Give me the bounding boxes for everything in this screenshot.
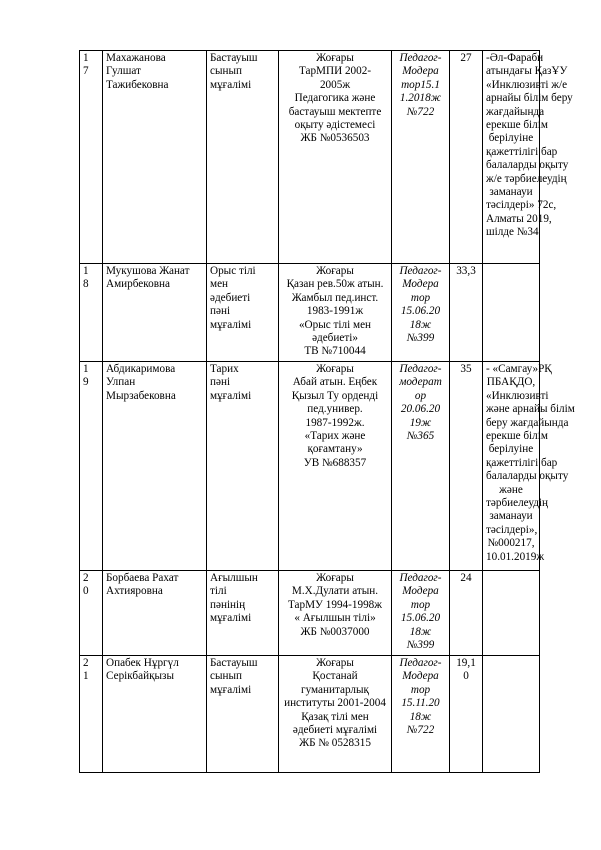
cell-line: 2005ж — [319, 78, 351, 91]
cell-line: Жамбыл пед.инст. — [291, 291, 379, 304]
cell-line: Қостанай — [312, 670, 358, 683]
cell-line: пәнінің — [210, 598, 246, 611]
cell-line: «Инклюзивті ж/е — [486, 78, 568, 91]
category-cell — [392, 571, 450, 656]
cell-line: «Инклюзивті — [486, 389, 549, 402]
position-cell — [207, 571, 279, 656]
cell-line: Педагог- — [399, 363, 442, 375]
cell-line: ТВ №710044 — [304, 345, 366, 358]
cell-line: институты 2001-2004 — [284, 697, 386, 710]
cell-line: пәні — [210, 376, 231, 389]
row-number-cell — [80, 51, 103, 264]
cell-line: 35 — [460, 363, 472, 375]
cell-line: Қазан рев.50ж атын. — [286, 278, 384, 291]
table-row — [80, 571, 540, 656]
teacher-name-cell — [103, 362, 207, 571]
position-cell — [207, 362, 279, 571]
cell-line: Жоғары — [316, 572, 354, 584]
cell-line: тор — [410, 598, 431, 611]
cell-line: Педагог- — [399, 657, 442, 669]
cell-line: УВ №688357 — [303, 456, 367, 469]
cell-line: 19ж — [409, 416, 432, 429]
cell-line: 2 — [83, 572, 89, 584]
cell-line: 2 — [83, 657, 89, 669]
table-row — [80, 264, 540, 362]
position-cell — [207, 264, 279, 362]
courses-cell — [483, 264, 540, 362]
cell-line: Қызыл Ту орденді — [291, 389, 379, 402]
cell-line: Педагог- — [399, 52, 442, 64]
cell-line: балаларды оқыту — [486, 159, 569, 172]
cell-line: ЖБ № 0528315 — [299, 737, 371, 750]
cell-line: 1 — [83, 363, 89, 375]
cell-line: гуманитарлық — [301, 683, 369, 696]
cell-line: тәсілдері» 72с, — [486, 199, 557, 212]
cell-line: ЖБ №0037000 — [300, 625, 370, 638]
cell-line: 1 — [83, 52, 89, 64]
cell-line: №722 — [406, 724, 435, 737]
cell-line: 15.06.20 — [400, 612, 441, 625]
cell-line: арнайы білім беру — [486, 92, 573, 105]
staff-table — [79, 50, 575, 773]
cell-line: бастауыш мектепте — [288, 105, 382, 118]
cell-line: пәні — [210, 305, 231, 318]
cell-line: қажеттілігі бар — [486, 456, 558, 469]
cell-line: 0 — [83, 585, 89, 598]
position-cell — [207, 656, 279, 773]
row-number-cell — [80, 571, 103, 656]
cell-line: Опабек Нұргүл — [106, 657, 179, 669]
cell-line: 1 — [83, 265, 89, 277]
category-cell — [392, 362, 450, 571]
cell-line: Абай атын. Еңбек — [292, 376, 378, 389]
cell-line: Гулшат — [106, 65, 141, 78]
cell-line: модерат — [399, 376, 442, 389]
experience-cell — [450, 362, 483, 571]
cell-line: 18ж — [409, 625, 432, 638]
cell-line: әдебиеті — [210, 291, 251, 304]
cell-line: Модера — [402, 670, 439, 683]
cell-line: Мукушова Жанат — [106, 265, 190, 277]
cell-line: және арнайы білім — [486, 403, 575, 416]
cell-line: Ағылшын — [210, 572, 258, 584]
cell-line: жағдайында — [486, 105, 545, 118]
cell-line: тор — [410, 683, 431, 696]
cell-line: қоғамтану» — [307, 443, 363, 456]
cell-line: Тарих — [210, 363, 239, 375]
cell-line: мұғалімі — [210, 389, 252, 402]
cell-line: сынып — [210, 65, 242, 78]
cell-line: 1.2018ж — [399, 92, 442, 105]
cell-line: Модера — [402, 278, 439, 291]
cell-line: 1 — [83, 670, 89, 683]
cell-line: ерекше білім — [486, 430, 548, 443]
cell-line: ТарМПИ 2002- — [298, 65, 372, 78]
row-number-cell — [80, 264, 103, 362]
cell-line: ерекше білім — [486, 119, 548, 132]
cell-line: 1987-1992ж. — [305, 416, 365, 429]
category-cell — [392, 51, 450, 264]
cell-line: тәсілдері», — [486, 523, 538, 536]
cell-line: №399 — [406, 332, 435, 345]
experience-cell — [450, 264, 483, 362]
cell-line: әдебиеті мұғалімі — [292, 724, 378, 737]
cell-line: Қазақ тілі мен — [301, 710, 369, 723]
cell-line: Тажибековна — [106, 78, 169, 91]
cell-line: -Әл-Фараби — [486, 52, 544, 64]
cell-line: Бастауыш — [210, 657, 258, 669]
cell-line: ор — [414, 389, 427, 402]
cell-line: 15.06.20 — [400, 305, 441, 318]
cell-line: Улпан — [106, 376, 136, 389]
cell-line: ЖБ №0536503 — [300, 132, 370, 145]
education-cell — [279, 362, 392, 571]
experience-cell — [450, 51, 483, 264]
cell-line: Алматы 2019, — [486, 212, 552, 225]
cell-line: балаларды оқыту — [486, 470, 569, 483]
cell-line: мұғалімі — [210, 612, 252, 625]
cell-line: шілде №34 — [486, 226, 539, 239]
cell-line: Жоғары — [316, 52, 354, 64]
teacher-name-cell — [103, 656, 207, 773]
cell-line: №722 — [406, 105, 435, 118]
cell-line: заманауи — [489, 186, 533, 199]
cell-line: 1983-1991ж — [306, 305, 364, 318]
position-cell — [207, 51, 279, 264]
cell-line: берілуіне — [488, 443, 534, 456]
cell-line: №365 — [406, 430, 435, 443]
courses-cell — [483, 51, 573, 264]
cell-line: әдебиеті» — [312, 332, 358, 345]
cell-line: тор — [410, 291, 431, 304]
cell-line: 18ж — [409, 318, 432, 331]
cell-line: Мырзабековна — [106, 389, 176, 402]
cell-line: 9 — [83, 376, 89, 389]
cell-line: және — [499, 483, 523, 496]
cell-line: Орыс тілі — [210, 265, 256, 277]
cell-line: Педагог- — [399, 572, 442, 584]
table-row — [80, 656, 540, 773]
education-cell — [279, 51, 392, 264]
cell-line: мен — [210, 278, 229, 291]
cell-line: Педагог- — [399, 265, 442, 277]
cell-line: берілуіне — [488, 132, 534, 145]
cell-line: мұғалімі — [210, 683, 252, 696]
cell-line: қажеттілігі бар — [486, 145, 558, 158]
cell-line: сынып — [210, 670, 242, 683]
cell-line: ТарМУ 1994-1998ж — [288, 598, 382, 611]
row-number-cell — [80, 656, 103, 773]
cell-line: Ахтияровна — [106, 585, 163, 598]
cell-line: Жоғары — [316, 265, 354, 277]
education-cell — [279, 571, 392, 656]
cell-line: ж/е тәрбиелеудің — [486, 172, 567, 185]
cell-line: 15.11.20 — [401, 697, 440, 710]
cell-line: Абдикаримова — [106, 363, 176, 375]
staff-table-body — [80, 51, 575, 773]
courses-cell — [483, 362, 575, 571]
cell-line: Модера — [402, 65, 439, 78]
courses-cell — [483, 571, 540, 656]
cell-line: Махажанова — [106, 52, 166, 64]
cell-line: заманауи — [489, 510, 533, 523]
category-cell — [392, 656, 450, 773]
table-row — [80, 51, 540, 264]
cell-line: №000217, — [487, 537, 535, 550]
cell-line: 19,1 — [456, 657, 476, 669]
cell-line: беру жағдайында — [486, 416, 569, 429]
cell-line: ПБАҚДО, — [486, 376, 536, 389]
cell-line: 10.01.2019ж — [486, 550, 545, 563]
experience-cell — [450, 656, 483, 773]
cell-line: Модера — [402, 585, 439, 598]
cell-line: 20.06.20 — [400, 403, 441, 416]
cell-line: « Ағылшын тілі» — [294, 612, 376, 625]
courses-cell — [483, 656, 540, 773]
cell-line: «Тарих және — [304, 430, 366, 443]
category-cell — [392, 264, 450, 362]
education-cell — [279, 656, 392, 773]
row-number-cell — [80, 362, 103, 571]
teacher-name-cell — [103, 264, 207, 362]
cell-line: тілі — [210, 585, 227, 598]
cell-line: Амирбековна — [106, 278, 170, 291]
cell-line: тәрбиелеудің — [486, 497, 549, 510]
cell-line: Бастауыш — [210, 52, 258, 64]
cell-line: пед.универ. — [307, 403, 363, 416]
cell-line: оқыту әдістемесі — [294, 119, 376, 132]
cell-line: 0 — [463, 670, 469, 683]
cell-line: - «Самгау»РҚ — [486, 363, 552, 375]
cell-line: М.Х.Дулати атын. — [291, 585, 379, 598]
cell-line: тор15.1 — [401, 78, 440, 91]
cell-line: 7 — [83, 65, 89, 78]
cell-line: мұғалімі — [210, 78, 252, 91]
teacher-name-cell — [103, 51, 207, 264]
cell-line: 33,3 — [456, 265, 476, 277]
cell-line: «Орыс тілі мен — [298, 318, 372, 331]
cell-line: Борбаева Рахат — [106, 572, 179, 584]
cell-line: 24 — [460, 572, 472, 584]
experience-cell — [450, 571, 483, 656]
cell-line: №399 — [406, 639, 435, 652]
cell-line: мұғалімі — [210, 318, 252, 331]
education-cell — [279, 264, 392, 362]
cell-line: 27 — [460, 52, 472, 64]
cell-line: Жоғары — [316, 363, 354, 375]
cell-line: атындағы ҚазҰУ — [486, 65, 568, 78]
cell-line: Серікбайқызы — [106, 670, 174, 683]
cell-line: Жоғары — [316, 657, 354, 669]
table-row — [80, 362, 540, 571]
teacher-name-cell — [103, 571, 207, 656]
cell-line: 18ж — [409, 710, 432, 723]
cell-line: Педагогика және — [294, 92, 376, 105]
cell-line: 8 — [83, 278, 89, 291]
